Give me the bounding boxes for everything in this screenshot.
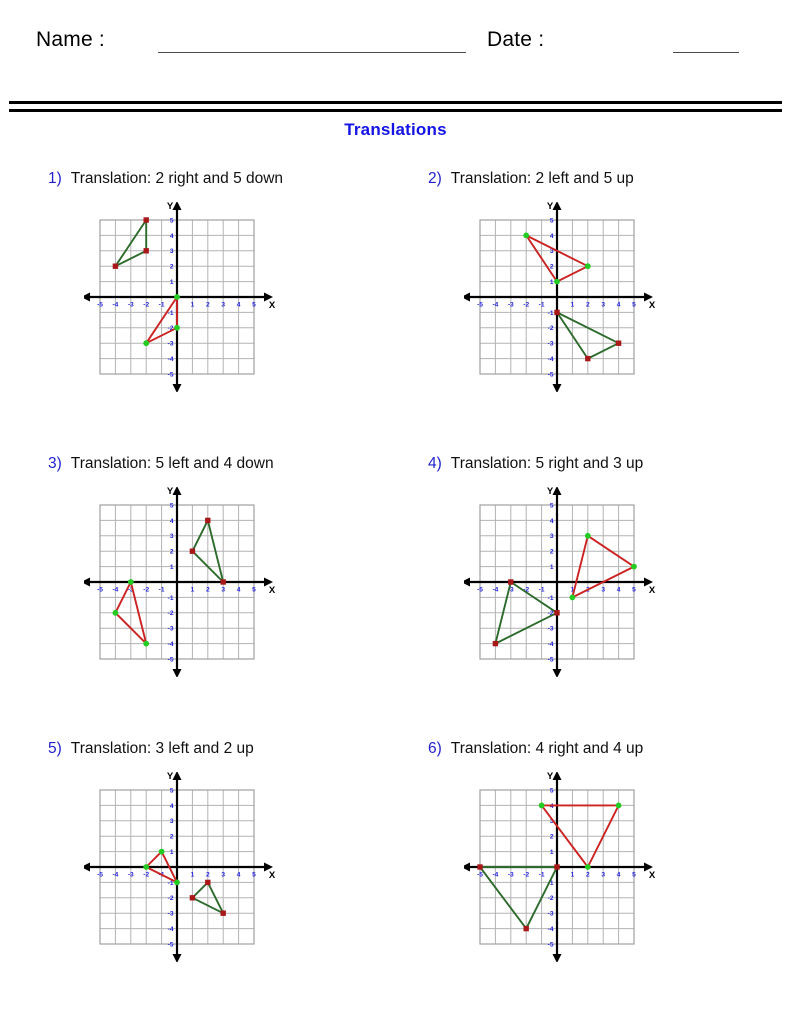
- svg-text:-2: -2: [167, 895, 174, 903]
- problem-heading: [48, 740, 254, 758]
- svg-text:-4: -4: [167, 641, 174, 648]
- svg-text:X: X: [648, 300, 656, 311]
- svg-text:5: 5: [549, 502, 554, 510]
- svg-text:2: 2: [205, 301, 210, 309]
- axes: [464, 487, 653, 677]
- svg-text:2: 2: [585, 301, 590, 309]
- image-vertex: [174, 325, 180, 331]
- image-vertex: [585, 533, 591, 539]
- preimage-vertex: [221, 579, 226, 584]
- svg-text:3: 3: [601, 586, 606, 594]
- date-input-rule[interactable]: [673, 52, 739, 53]
- problem-heading: [428, 455, 643, 473]
- problem-number: 2): [428, 170, 442, 187]
- image-vertex: [631, 564, 637, 570]
- problem-2: [422, 160, 791, 445]
- svg-text:-3: -3: [167, 625, 174, 633]
- svg-text:-5: -5: [477, 301, 483, 309]
- problem-number: 1): [48, 170, 62, 187]
- svg-text:1: 1: [549, 564, 554, 571]
- problem-1: [42, 160, 422, 445]
- svg-text:-2: -2: [547, 895, 554, 903]
- image-vertex: [585, 864, 591, 870]
- svg-text:4: 4: [236, 301, 241, 309]
- svg-text:-3: -3: [127, 871, 134, 879]
- svg-text:1: 1: [169, 564, 174, 571]
- svg-text:X: X: [648, 585, 656, 596]
- coordinate-grid-6[interactable]: [464, 772, 664, 962]
- svg-text:5: 5: [632, 871, 636, 879]
- svg-text:-3: -3: [547, 625, 554, 633]
- svg-text:-1: -1: [538, 871, 545, 879]
- preimage-vertex: [554, 610, 559, 615]
- problem-number: 3): [48, 455, 62, 472]
- svg-text:-4: -4: [112, 301, 119, 309]
- svg-text:-4: -4: [167, 356, 174, 363]
- svg-text:5: 5: [549, 787, 554, 795]
- preimage-vertex: [113, 264, 118, 269]
- svg-text:-1: -1: [158, 871, 165, 879]
- worksheet-header: [0, 28, 791, 74]
- svg-text:2: 2: [549, 263, 554, 271]
- image-vertex: [554, 279, 560, 285]
- svg-text:-1: -1: [538, 301, 545, 309]
- problem-prompt: Translation: 4 right and 4 up: [450, 740, 644, 757]
- svg-text:-2: -2: [143, 301, 150, 309]
- svg-text:-4: -4: [492, 586, 499, 594]
- problem-heading: [428, 740, 643, 758]
- name-input-rule[interactable]: [158, 52, 466, 53]
- preimage-vertex: [616, 341, 621, 346]
- svg-text:1: 1: [570, 301, 575, 309]
- svg-text:Y: Y: [166, 487, 174, 497]
- svg-text:3: 3: [601, 301, 606, 309]
- image-vertex: [143, 340, 149, 346]
- svg-text:-5: -5: [97, 871, 103, 879]
- svg-text:3: 3: [549, 248, 554, 256]
- image-vertex: [174, 294, 180, 300]
- svg-text:-1: -1: [167, 879, 174, 887]
- problem-row: [0, 730, 791, 1015]
- problem-prompt: Translation: 2 right and 5 down: [70, 170, 284, 187]
- svg-text:4: 4: [169, 232, 174, 240]
- svg-text:-1: -1: [538, 586, 545, 594]
- svg-text:-3: -3: [167, 340, 174, 348]
- svg-text:Y: Y: [166, 202, 174, 212]
- preimage-vertex: [585, 356, 590, 361]
- preimage-vertex: [190, 549, 195, 554]
- image-vertex: [570, 595, 576, 601]
- svg-text:-4: -4: [112, 586, 119, 594]
- problem-row: [0, 445, 791, 730]
- svg-text:5: 5: [169, 787, 174, 795]
- preimage-vertex: [508, 579, 513, 584]
- svg-text:1: 1: [570, 586, 575, 594]
- image-vertex: [159, 849, 165, 855]
- svg-text:-5: -5: [547, 371, 554, 379]
- svg-text:-3: -3: [167, 910, 174, 918]
- svg-text:-5: -5: [547, 656, 554, 664]
- svg-text:-4: -4: [492, 301, 499, 309]
- svg-text:-5: -5: [547, 941, 554, 949]
- svg-text:-4: -4: [167, 926, 174, 933]
- svg-text:5: 5: [252, 301, 256, 309]
- svg-text:1: 1: [169, 279, 174, 286]
- svg-text:1: 1: [169, 849, 174, 856]
- svg-text:4: 4: [616, 301, 621, 309]
- problem-prompt: Translation: 2 left and 5 up: [450, 170, 634, 187]
- svg-text:Y: Y: [546, 202, 554, 212]
- image-vertex: [143, 641, 149, 647]
- svg-text:5: 5: [169, 217, 174, 225]
- svg-text:4: 4: [549, 517, 554, 525]
- svg-text:-5: -5: [167, 941, 174, 949]
- svg-text:-5: -5: [477, 586, 483, 594]
- image-vertex: [128, 579, 134, 585]
- svg-text:3: 3: [221, 301, 226, 309]
- svg-text:-2: -2: [523, 871, 530, 879]
- svg-text:4: 4: [236, 586, 241, 594]
- problem-heading: [428, 170, 634, 188]
- svg-text:3: 3: [549, 818, 554, 826]
- svg-text:-4: -4: [547, 641, 554, 648]
- coordinate-grid-3[interactable]: [84, 487, 284, 677]
- coordinate-grid-2[interactable]: [464, 202, 664, 392]
- problem-number: 5): [48, 740, 62, 757]
- svg-text:2: 2: [585, 586, 590, 594]
- problem-number: 4): [428, 455, 442, 472]
- page-title: Translations: [344, 120, 447, 139]
- preimage-vertex: [493, 641, 498, 646]
- svg-text:2: 2: [169, 833, 174, 841]
- svg-text:2: 2: [205, 871, 210, 879]
- svg-text:-3: -3: [507, 871, 514, 879]
- svg-text:4: 4: [549, 232, 554, 240]
- svg-text:-2: -2: [547, 325, 554, 333]
- svg-text:-2: -2: [167, 325, 174, 333]
- svg-text:-3: -3: [507, 301, 514, 309]
- image-vertex: [585, 263, 591, 269]
- axes: [84, 772, 273, 962]
- svg-text:-3: -3: [127, 301, 134, 309]
- svg-text:1: 1: [549, 849, 554, 856]
- svg-text:-1: -1: [547, 879, 554, 887]
- problems-container: [0, 160, 791, 1015]
- problem-heading: [48, 170, 283, 188]
- svg-text:-1: -1: [158, 586, 165, 594]
- svg-text:-3: -3: [127, 586, 134, 594]
- svg-text:3: 3: [601, 871, 606, 879]
- svg-text:4: 4: [169, 802, 174, 810]
- svg-text:-2: -2: [167, 610, 174, 618]
- svg-text:Y: Y: [546, 772, 554, 782]
- preimage-vertex: [190, 895, 195, 900]
- svg-text:1: 1: [570, 871, 575, 879]
- svg-text:1: 1: [190, 301, 195, 309]
- svg-text:3: 3: [221, 871, 226, 879]
- problem-3: [42, 445, 422, 730]
- problem-prompt: Translation: 5 left and 4 down: [70, 455, 274, 472]
- svg-text:-5: -5: [97, 301, 103, 309]
- svg-text:3: 3: [221, 586, 226, 594]
- svg-text:-3: -3: [547, 340, 554, 348]
- svg-text:5: 5: [169, 502, 174, 510]
- image-vertex: [113, 610, 119, 616]
- image-vertex: [616, 803, 622, 809]
- svg-text:5: 5: [252, 871, 256, 879]
- svg-text:3: 3: [169, 533, 174, 541]
- problem-number: 6): [428, 740, 442, 757]
- svg-text:-5: -5: [167, 371, 174, 379]
- svg-text:-5: -5: [477, 871, 483, 879]
- svg-text:-5: -5: [97, 586, 103, 594]
- svg-text:-3: -3: [507, 586, 514, 594]
- svg-text:X: X: [268, 870, 276, 881]
- coordinate-grid-4[interactable]: [464, 487, 664, 677]
- svg-text:3: 3: [169, 248, 174, 256]
- svg-text:-4: -4: [112, 871, 119, 879]
- svg-text:4: 4: [169, 517, 174, 525]
- problem-prompt: Translation: 5 right and 3 up: [450, 455, 644, 472]
- image-vertex: [539, 803, 545, 809]
- svg-text:5: 5: [549, 217, 554, 225]
- svg-text:-1: -1: [167, 594, 174, 602]
- image-vertex: [174, 880, 180, 886]
- header-divider: [9, 101, 782, 112]
- preimage-vertex: [554, 310, 559, 315]
- svg-text:1: 1: [190, 871, 195, 879]
- image-vertex: [143, 864, 149, 870]
- svg-text:4: 4: [236, 871, 241, 879]
- svg-text:3: 3: [549, 533, 554, 541]
- svg-text:-2: -2: [523, 301, 530, 309]
- svg-text:Y: Y: [546, 487, 554, 497]
- svg-text:X: X: [268, 585, 276, 596]
- name-label: Name :: [36, 28, 105, 51]
- problem-row: [0, 160, 791, 445]
- svg-text:5: 5: [632, 586, 636, 594]
- svg-text:5: 5: [632, 301, 636, 309]
- svg-text:4: 4: [616, 871, 621, 879]
- preimage-vertex: [477, 864, 482, 869]
- preimage-vertex: [221, 911, 226, 916]
- axes: [464, 202, 653, 392]
- svg-text:-2: -2: [143, 586, 150, 594]
- preimage-vertex: [524, 926, 529, 931]
- svg-text:-1: -1: [547, 309, 554, 317]
- svg-text:-1: -1: [158, 301, 165, 309]
- preimage-vertex: [144, 248, 149, 253]
- svg-text:-2: -2: [143, 871, 150, 879]
- svg-text:2: 2: [205, 586, 210, 594]
- svg-text:X: X: [648, 870, 656, 881]
- svg-text:4: 4: [616, 586, 621, 594]
- svg-text:1: 1: [190, 586, 195, 594]
- coordinate-grid-5[interactable]: [84, 772, 284, 962]
- svg-text:2: 2: [549, 548, 554, 556]
- svg-text:2: 2: [169, 548, 174, 556]
- date-label: Date :: [487, 28, 545, 51]
- problem-4: [422, 445, 791, 730]
- problem-5: [42, 730, 422, 1015]
- svg-text:2: 2: [549, 833, 554, 841]
- problem-heading: [48, 455, 274, 473]
- preimage-vertex: [205, 518, 210, 523]
- svg-text:-1: -1: [167, 309, 174, 317]
- preimage-vertex: [205, 880, 210, 885]
- svg-text:-4: -4: [547, 926, 554, 933]
- svg-text:1: 1: [549, 279, 554, 286]
- preimage-vertex: [554, 864, 559, 869]
- svg-text:3: 3: [169, 818, 174, 826]
- coordinate-grid-1[interactable]: [84, 202, 284, 392]
- svg-text:-1: -1: [547, 594, 554, 602]
- svg-text:-5: -5: [167, 656, 174, 664]
- svg-text:5: 5: [252, 586, 256, 594]
- image-vertex: [523, 233, 529, 239]
- svg-text:X: X: [268, 300, 276, 311]
- problem-prompt: Translation: 3 left and 2 up: [70, 740, 254, 757]
- svg-text:-2: -2: [547, 610, 554, 618]
- svg-text:2: 2: [169, 263, 174, 271]
- svg-text:2: 2: [585, 871, 590, 879]
- svg-text:-4: -4: [547, 356, 554, 363]
- svg-text:-2: -2: [523, 586, 530, 594]
- svg-text:Y: Y: [166, 772, 174, 782]
- svg-text:-4: -4: [492, 871, 499, 879]
- svg-text:4: 4: [549, 802, 554, 810]
- problem-6: [422, 730, 791, 1015]
- svg-text:-3: -3: [547, 910, 554, 918]
- preimage-vertex: [144, 217, 149, 222]
- axes: [84, 487, 273, 677]
